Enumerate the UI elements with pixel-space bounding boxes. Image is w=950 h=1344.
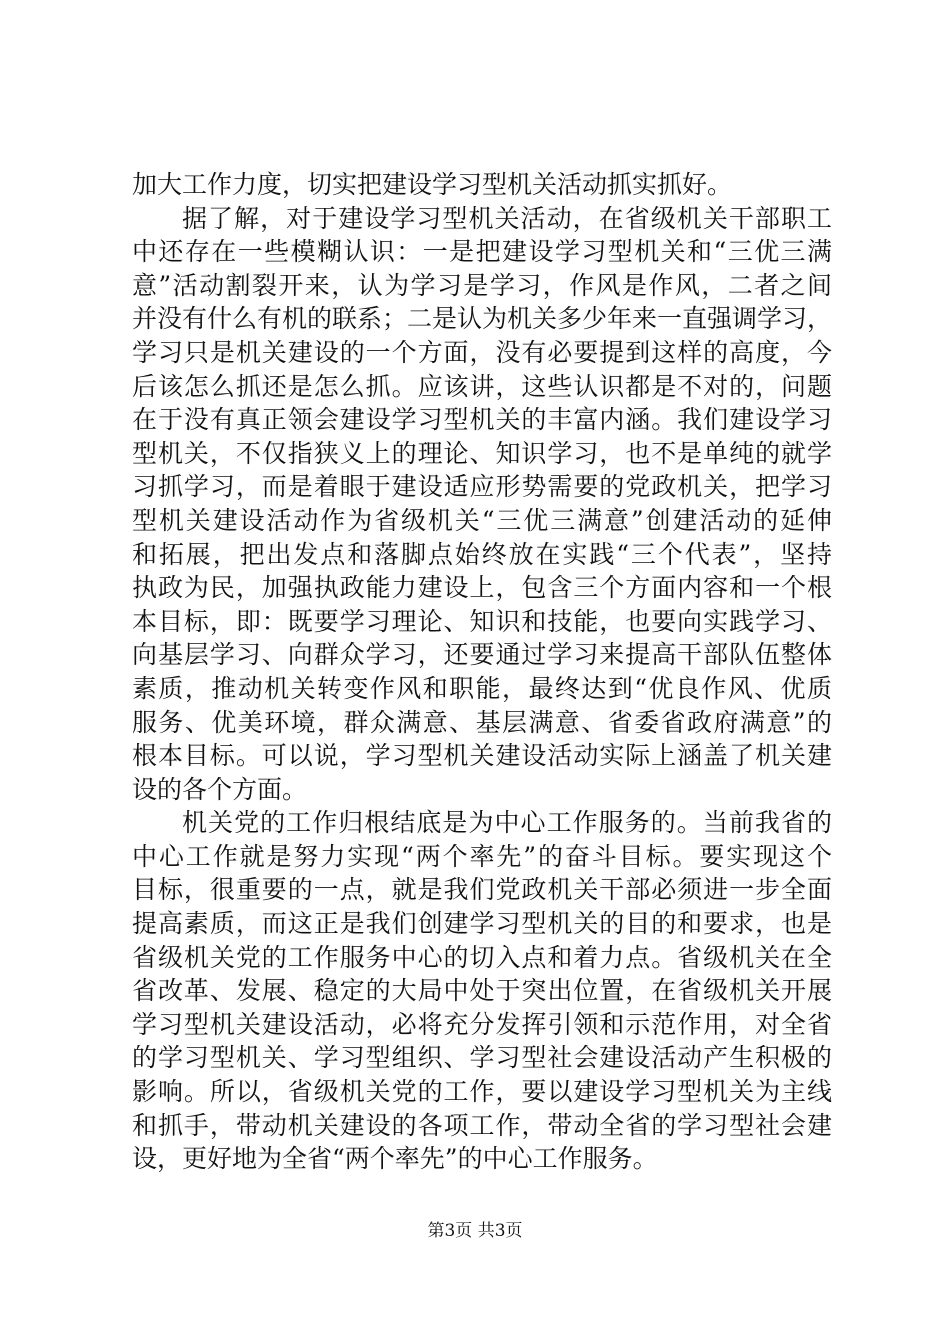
text-line: 学习只是机关建设的一个方面，没有必要提到这样的高度，今 [132, 337, 832, 367]
text-line: 并没有什么有机的联系；二是认为机关多少年来一直强调学习， [132, 304, 833, 334]
body-text [132, 168, 832, 1176]
text-line: 型机关建设活动作为省级机关“三优三满意”创建活动的延伸 [132, 505, 832, 535]
text-line: 的学习型机关、学习型组织、学习型社会建设活动产生积极的 [132, 1043, 832, 1073]
text-line: 意”活动割裂开来，认为学习是学习，作风是作风，二者之间 [132, 270, 832, 300]
text-line: 省级机关党的工作服务中心的切入点和着力点。省级机关在全 [132, 942, 832, 972]
text-line: 目标，很重要的一点，就是我们党政机关干部必须进一步全面 [132, 875, 832, 905]
text-line: 根本目标。可以说，学习型机关建设活动实际上涵盖了机关建 [132, 741, 832, 771]
text-line: 执政为民，加强执政能力建设上，包含三个方面内容和一个根 [132, 573, 832, 603]
text-line: 据了解，对于建设学习型机关活动，在省级机关干部职工 [182, 203, 832, 233]
text-line: 和抓手，带动机关建设的各项工作，带动全省的学习型社会建 [132, 1110, 832, 1140]
text-line: 加大工作力度，切实把建设学习型机关活动抓实抓好。 [132, 170, 733, 199]
text-line: 省改革、发展、稳定的大局中处于突出位置，在省级机关开展 [132, 976, 832, 1006]
text-line: 习抓学习，而是着眼于建设适应形势需要的党政机关，把学习 [132, 472, 832, 502]
page-footer: 第3页 共3页 [427, 1221, 523, 1241]
text-line: 后该怎么抓还是怎么抓。应该讲，这些认识都是不对的，问题 [132, 371, 832, 401]
text-line: 和拓展，把出发点和落脚点始终放在实践“三个代表”，坚持 [132, 539, 832, 569]
text-line: 服务、优美环境，群众满意、基层满意、省委省政府满意”的 [132, 707, 832, 737]
text-line: 本目标，即：既要学习理论、知识和技能，也要向实践学习、 [132, 606, 832, 636]
text-line: 型机关，不仅指狭义上的理论、知识学习，也不是单纯的就学 [132, 438, 832, 468]
text-line: 素质，推动机关转变作风和职能，最终达到“优良作风、优质 [132, 673, 832, 703]
text-line: 向基层学习、向群众学习，还要通过学习来提高干部队伍整体 [132, 640, 832, 670]
text-line: 设的各个方面。 [132, 774, 308, 804]
text-line: 提高素质，而这正是我们创建学习型机关的目的和要求，也是 [132, 909, 832, 939]
text-line: 学习型机关建设活动，必将充分发挥引领和示范作用，对全省 [132, 1009, 832, 1039]
text-line: 影响。所以，省级机关党的工作，要以建设学习型机关为主线 [132, 1077, 832, 1107]
text-line: 设，更好地为全省“两个率先”的中心工作服务。 [132, 1144, 658, 1174]
text-line: 中心工作就是努力实现“两个率先”的奋斗目标。要实现这个 [132, 841, 832, 871]
text-line: 在于没有真正领会建设学习型机关的丰富内涵。我们建设学习 [132, 405, 832, 435]
text-line: 中还存在一些模糊认识：一是把建设学习型机关和“三优三满 [132, 237, 832, 267]
text-line: 机关党的工作归根结底是为中心工作服务的。当前我省的 [182, 808, 832, 838]
